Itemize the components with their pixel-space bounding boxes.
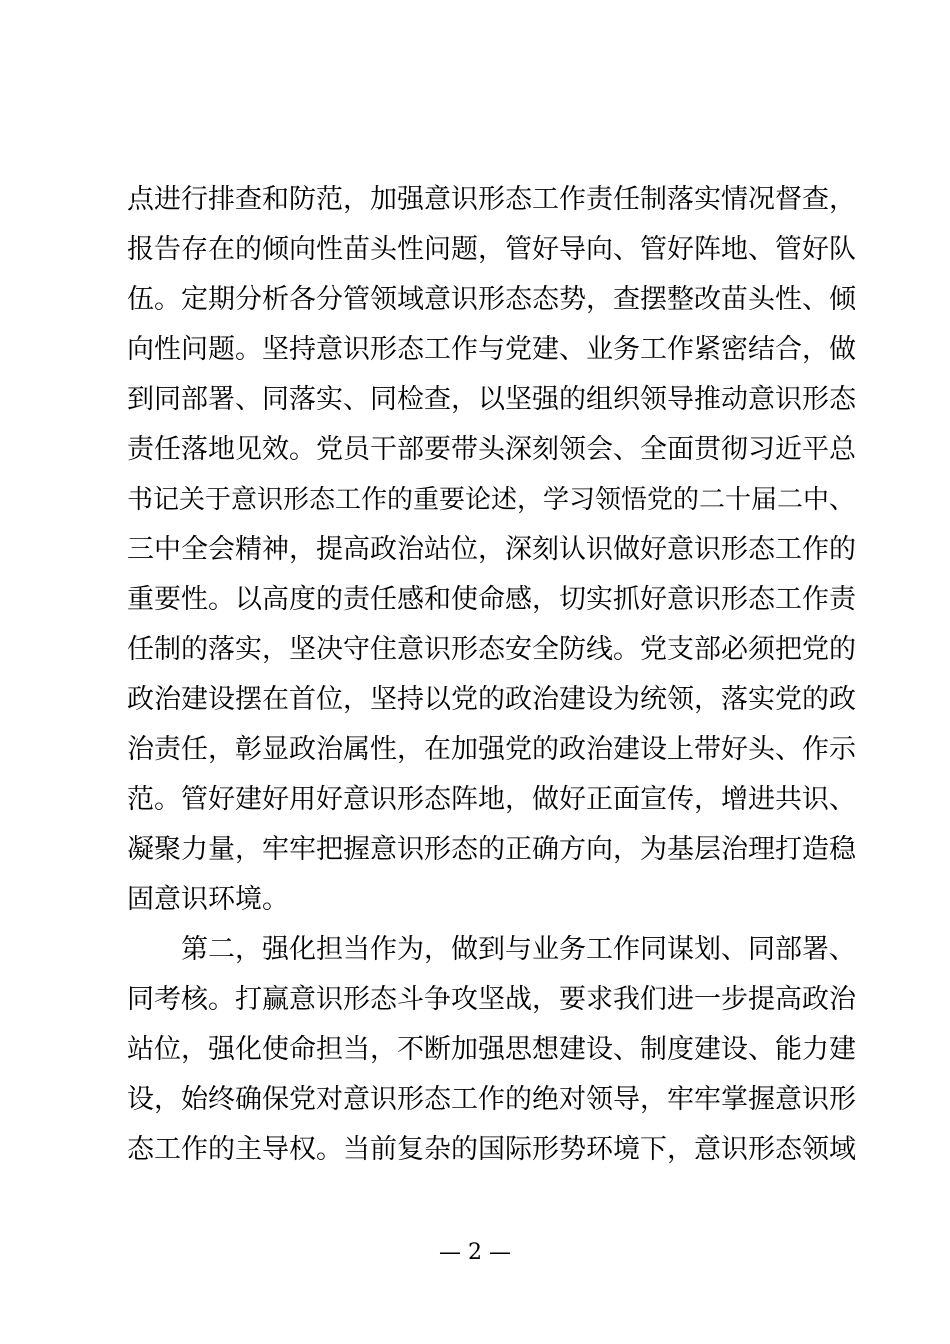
page-number: — 2 —: [439, 1240, 511, 1265]
text-line: 固意识环境。: [127, 884, 289, 915]
text-line: 态工作的主导权。当前复杂的国际形势环境下，意识形态领域: [127, 1134, 856, 1165]
text-line: 到同部署、同落实、同检查，以坚强的组织领导推动意识形态: [127, 384, 856, 415]
text-line: 向性问题。坚持意识形态工作与党建、业务工作紧密结合，做: [127, 334, 856, 365]
text-line: 治责任，彰显政治属性，在加强党的政治建设上带好头、作示: [127, 734, 856, 765]
text-line: 三中全会精神，提高政治站位，深刻认识做好意识形态工作的: [127, 534, 856, 565]
text-line: 重要性。以高度的责任感和使命感，切实抓好意识形态工作责: [127, 584, 856, 615]
text-line: 点进行排查和防范，加强意识形态工作责任制落实情况督查，: [127, 184, 856, 215]
text-line: 书记关于意识形态工作的重要论述，学习领悟党的二十届二中、: [127, 485, 856, 515]
text-line: 报告存在的倾向性苗头性问题，管好导向、管好阵地、管好队: [127, 234, 856, 265]
text-line: 同考核。打赢意识形态斗争攻坚战，要求我们进一步提高政治: [127, 984, 856, 1015]
text-line: 责任落地见效。党员干部要带头深刻领会、全面贯彻习近平总: [127, 434, 856, 465]
text-line: 伍。定期分析各分管领域意识形态态势，查摆整改苗头性、倾: [127, 284, 856, 315]
paragraph-start-line: 第二，强化担当作为，做到与业务工作同谋划、同部署、: [127, 934, 856, 965]
text-line: 任制的落实，坚决守住意识形态安全防线。党支部必须把党的: [127, 634, 856, 665]
text-line: 凝聚力量，牢牢把握意识形态的正确方向，为基层治理打造稳: [127, 834, 856, 865]
text-line: 范。管好建好用好意识形态阵地，做好正面宣传，增进共识、: [127, 784, 856, 815]
text-line: 设，始终确保党对意识形态工作的绝对领导，牢牢掌握意识形: [127, 1084, 856, 1115]
text-line: 政治建设摆在首位，坚持以党的政治建设为统领，落实党的政: [127, 684, 856, 715]
text-line: 站位，强化使命担当，不断加强思想建设、制度建设、能力建: [127, 1034, 856, 1065]
